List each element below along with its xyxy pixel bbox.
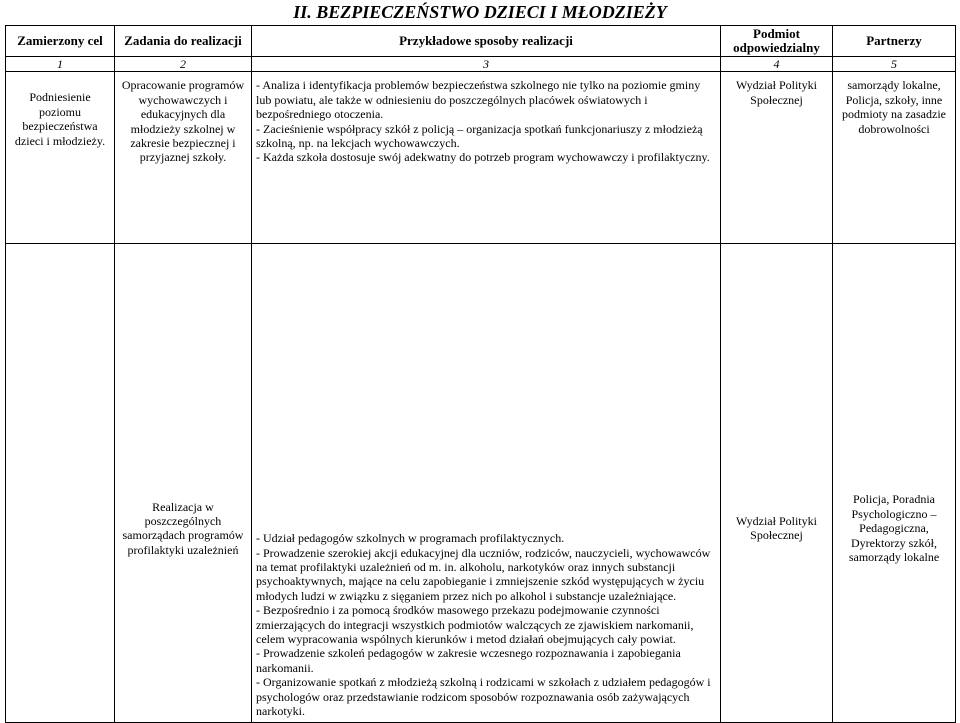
header-responsible: Podmiot odpowiedzialny — [721, 26, 833, 57]
task-cell: Realizacja w poszczególnych samorządach programów profilaktyki uzależnień — [115, 244, 252, 723]
plan-table — [5, 25, 956, 723]
goal-cell: Podniesienie poziomu bezpieczeństwa dzieci i młodzieży. — [6, 72, 115, 244]
ways-cell — [252, 244, 721, 723]
col-number: 4 — [721, 57, 833, 72]
header-tasks: Zadania do realizacji — [115, 26, 252, 57]
col-number: 1 — [6, 57, 115, 72]
ways-item: - Organizowanie spotkań z młodzieżą szkolną i rodzicami w szkołach z udziałem pedagogów i psychologów oraz przedstawianie rodzicom sposobów rozpoznawania osób zażywających narkotyki. — [256, 675, 711, 718]
col-number: 5 — [833, 57, 956, 72]
ways-item: - Prowadzenie szkoleń pedagogów w zakresie wczesnego rozpoznawania i zapobiegania narkomanii. — [256, 646, 681, 675]
header-row — [6, 26, 956, 57]
partners-cell: Policja, Poradnia Psychologiczno – Pedagogiczna, Dyrektorzy szkół, samorządy lokalne — [833, 244, 956, 723]
col-number: 3 — [252, 57, 721, 72]
goal-cell — [6, 244, 115, 723]
table-row — [6, 244, 956, 723]
ways-item: - Bezpośrednio i za pomocą środków masowego przekazu podejmowanie czynności zmierzających do integracji wszystkich podmiotów walczących ze zjawiskiem narkomanii, celem wypracowania wspólnych kierunków i metod działań obejmujących cały powiat. — [256, 603, 694, 646]
task-cell: Opracowanie programów wychowawczych i edukacyjnych dla młodzieży szkolnej w zakresie bezpiecznej i przyjaznej szkoły. — [115, 72, 252, 244]
responsible-cell: Wydział Polityki Społecznej — [721, 72, 833, 244]
number-row — [6, 57, 956, 72]
page-title: II. BEZPIECZEŃSTWO DZIECI I MŁODZIEŻY — [293, 2, 667, 22]
header-goal: Zamierzony cel — [6, 26, 115, 57]
ways-item: - Zacieśnienie współpracy szkół z policją – organizacja spotkań funkcjonariuszy z młodzieżą szkolną, np. na lekcjach wychowawczych. — [256, 121, 703, 151]
table-row — [6, 72, 956, 244]
ways-item: - Każda szkoła dostosuje swój adekwatny do potrzeb program wychowawczy i profilaktyczny. — [256, 150, 710, 165]
header-partners: Partnerzy — [833, 26, 956, 57]
ways-item: - Analiza i identyfikacja problemów bezpieczeństwa szkolnego nie tylko na poziomie gminy lub powiatu, ale także w odniesieniu do poszczególnych placówek oświatowych i bezpośredniego otoczenia. — [256, 78, 701, 122]
ways-item: - Prowadzenie szerokiej akcji edukacyjnej dla uczniów, rodziców, nauczycieli, wychowawców na temat profilaktyki uzależnień od m. in. alkoholu, narkotyków oraz innych substancji psychoaktywnych, mające na celu zapobieganie i zmniejszenie szkód występujących w życiu młodych ludzi w związku z sięganiem przez nich po alkohol i substancje uzależniające. — [256, 545, 711, 603]
responsible-cell: Wydział Polityki Społecznej — [721, 244, 833, 723]
header-ways: Przykładowe sposoby realizacji — [252, 26, 721, 57]
ways-item: - Udział pedagogów szkolnych w programach profilaktycznych. — [256, 531, 565, 546]
ways-cell — [252, 72, 721, 244]
col-number: 2 — [115, 57, 252, 72]
partners-cell: samorządy lokalne, Policja, szkoły, inne podmioty na zasadzie dobrowolności — [833, 72, 956, 244]
